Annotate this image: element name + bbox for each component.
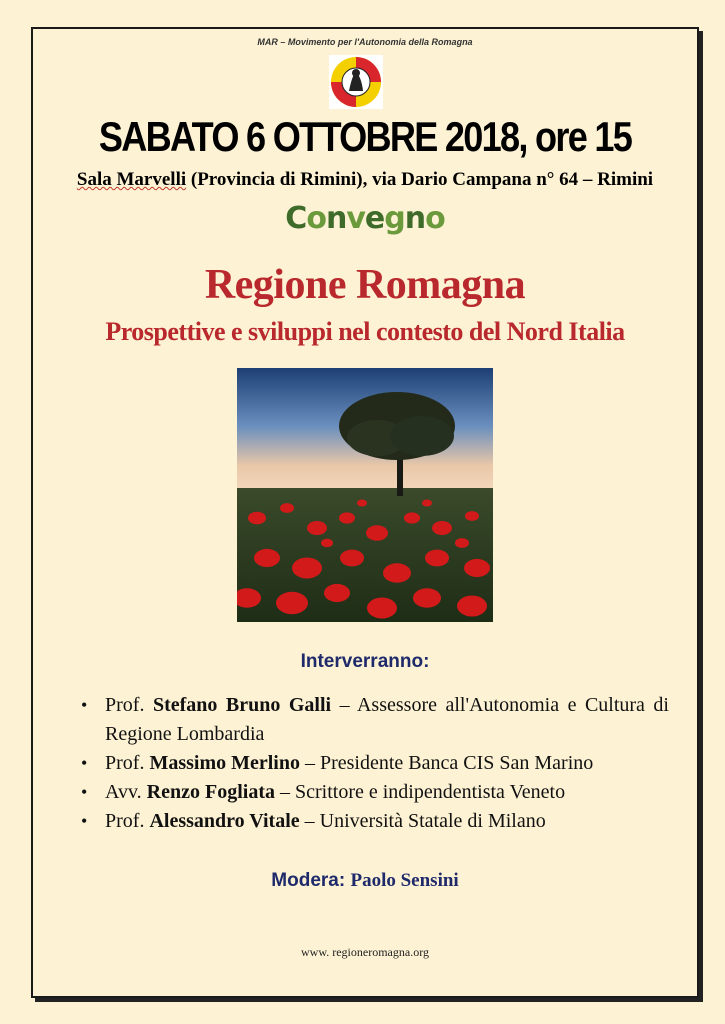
speaker-name: Massimo Merlino xyxy=(149,752,300,774)
moderator xyxy=(33,870,697,892)
poppy-flower xyxy=(432,521,452,535)
speaker-item xyxy=(81,749,669,778)
poppy-flower xyxy=(276,592,308,614)
speaker-name: Stefano Bruno Galli xyxy=(152,694,332,716)
poppy-flower xyxy=(413,588,441,608)
speaker-role: – Università Statale di Milano xyxy=(299,810,546,832)
poster-frame xyxy=(31,27,699,998)
poppy-flower xyxy=(464,559,490,577)
event-type-letter: o xyxy=(425,201,445,236)
event-title: Regione Romagna xyxy=(204,262,526,308)
autonomy-movement-logo xyxy=(329,55,383,109)
speaker-role: – Assessore all'Autonomia e Cultura di Regione Lombardia xyxy=(105,694,669,745)
poppy-flower xyxy=(465,511,479,521)
poppy-flower xyxy=(422,500,432,507)
poppy-flower xyxy=(248,512,266,525)
venue-address: (Provincia di Rimini), via Dario Campana n° 64 – Rimini xyxy=(186,169,654,190)
poppy-flower xyxy=(367,598,397,619)
event-subtitle: Prospettive e sviluppi nel contesto del Nord Italia xyxy=(105,317,625,346)
poppy-flower xyxy=(339,512,355,523)
event-type-letter: o xyxy=(306,201,326,236)
organization-header: MAR – Movimento per l'Autonomia della Romagna xyxy=(257,37,473,47)
website-link[interactable]: www. regioneromagna.org xyxy=(301,945,429,959)
event-venue xyxy=(33,169,697,191)
venue-name: Sala Marvelli xyxy=(76,169,187,190)
speaker-name: Renzo Fogliata xyxy=(146,781,275,803)
moderator-label: Modera: xyxy=(271,870,351,891)
poppy-flower xyxy=(340,550,364,567)
speakers-list xyxy=(81,691,669,836)
speaker-title: Prof. xyxy=(105,810,150,832)
event-type-letter: n xyxy=(325,201,347,236)
speaker-item xyxy=(81,778,669,807)
poppy-flower xyxy=(254,549,280,567)
poppy-flower xyxy=(455,538,469,548)
speaker-name: Alessandro Vitale xyxy=(149,810,300,832)
poppy-flower xyxy=(383,563,411,583)
poppy-flower xyxy=(280,503,294,513)
poppy-flower xyxy=(366,525,388,540)
speaker-title: Avv. xyxy=(105,781,147,803)
poppy-flower xyxy=(457,596,487,617)
speaker-item xyxy=(81,807,669,836)
event-type-letter: n xyxy=(404,201,426,236)
speaker-role: – Scrittore e indipendentista Veneto xyxy=(274,781,566,803)
event-type-letter: e xyxy=(364,201,385,236)
event-type-letter: g xyxy=(384,201,405,236)
poppy-flower xyxy=(357,500,367,507)
poppy-flower xyxy=(404,512,420,523)
speakers-heading: Interverranno: xyxy=(300,651,430,672)
poppy-flower xyxy=(321,539,333,547)
poppy-flower xyxy=(425,550,449,567)
speaker-title: Prof. xyxy=(105,694,153,716)
speaker-title: Prof. xyxy=(105,752,150,774)
event-type xyxy=(33,201,697,236)
event-date: SABATO 6 OTTOBRE 2018, ore 15 xyxy=(98,113,632,160)
poppy-field-photo xyxy=(237,368,493,622)
event-type-letter: C xyxy=(285,201,307,236)
speaker-role: – Presidente Banca CIS San Marino xyxy=(299,752,594,774)
event-type-letter: v xyxy=(346,201,365,236)
poppy-flower xyxy=(307,521,327,535)
moderator-name: Paolo Sensini xyxy=(350,870,459,891)
poppy-flower xyxy=(292,558,322,579)
speaker-item xyxy=(81,691,669,749)
poppy-flower xyxy=(324,584,350,602)
